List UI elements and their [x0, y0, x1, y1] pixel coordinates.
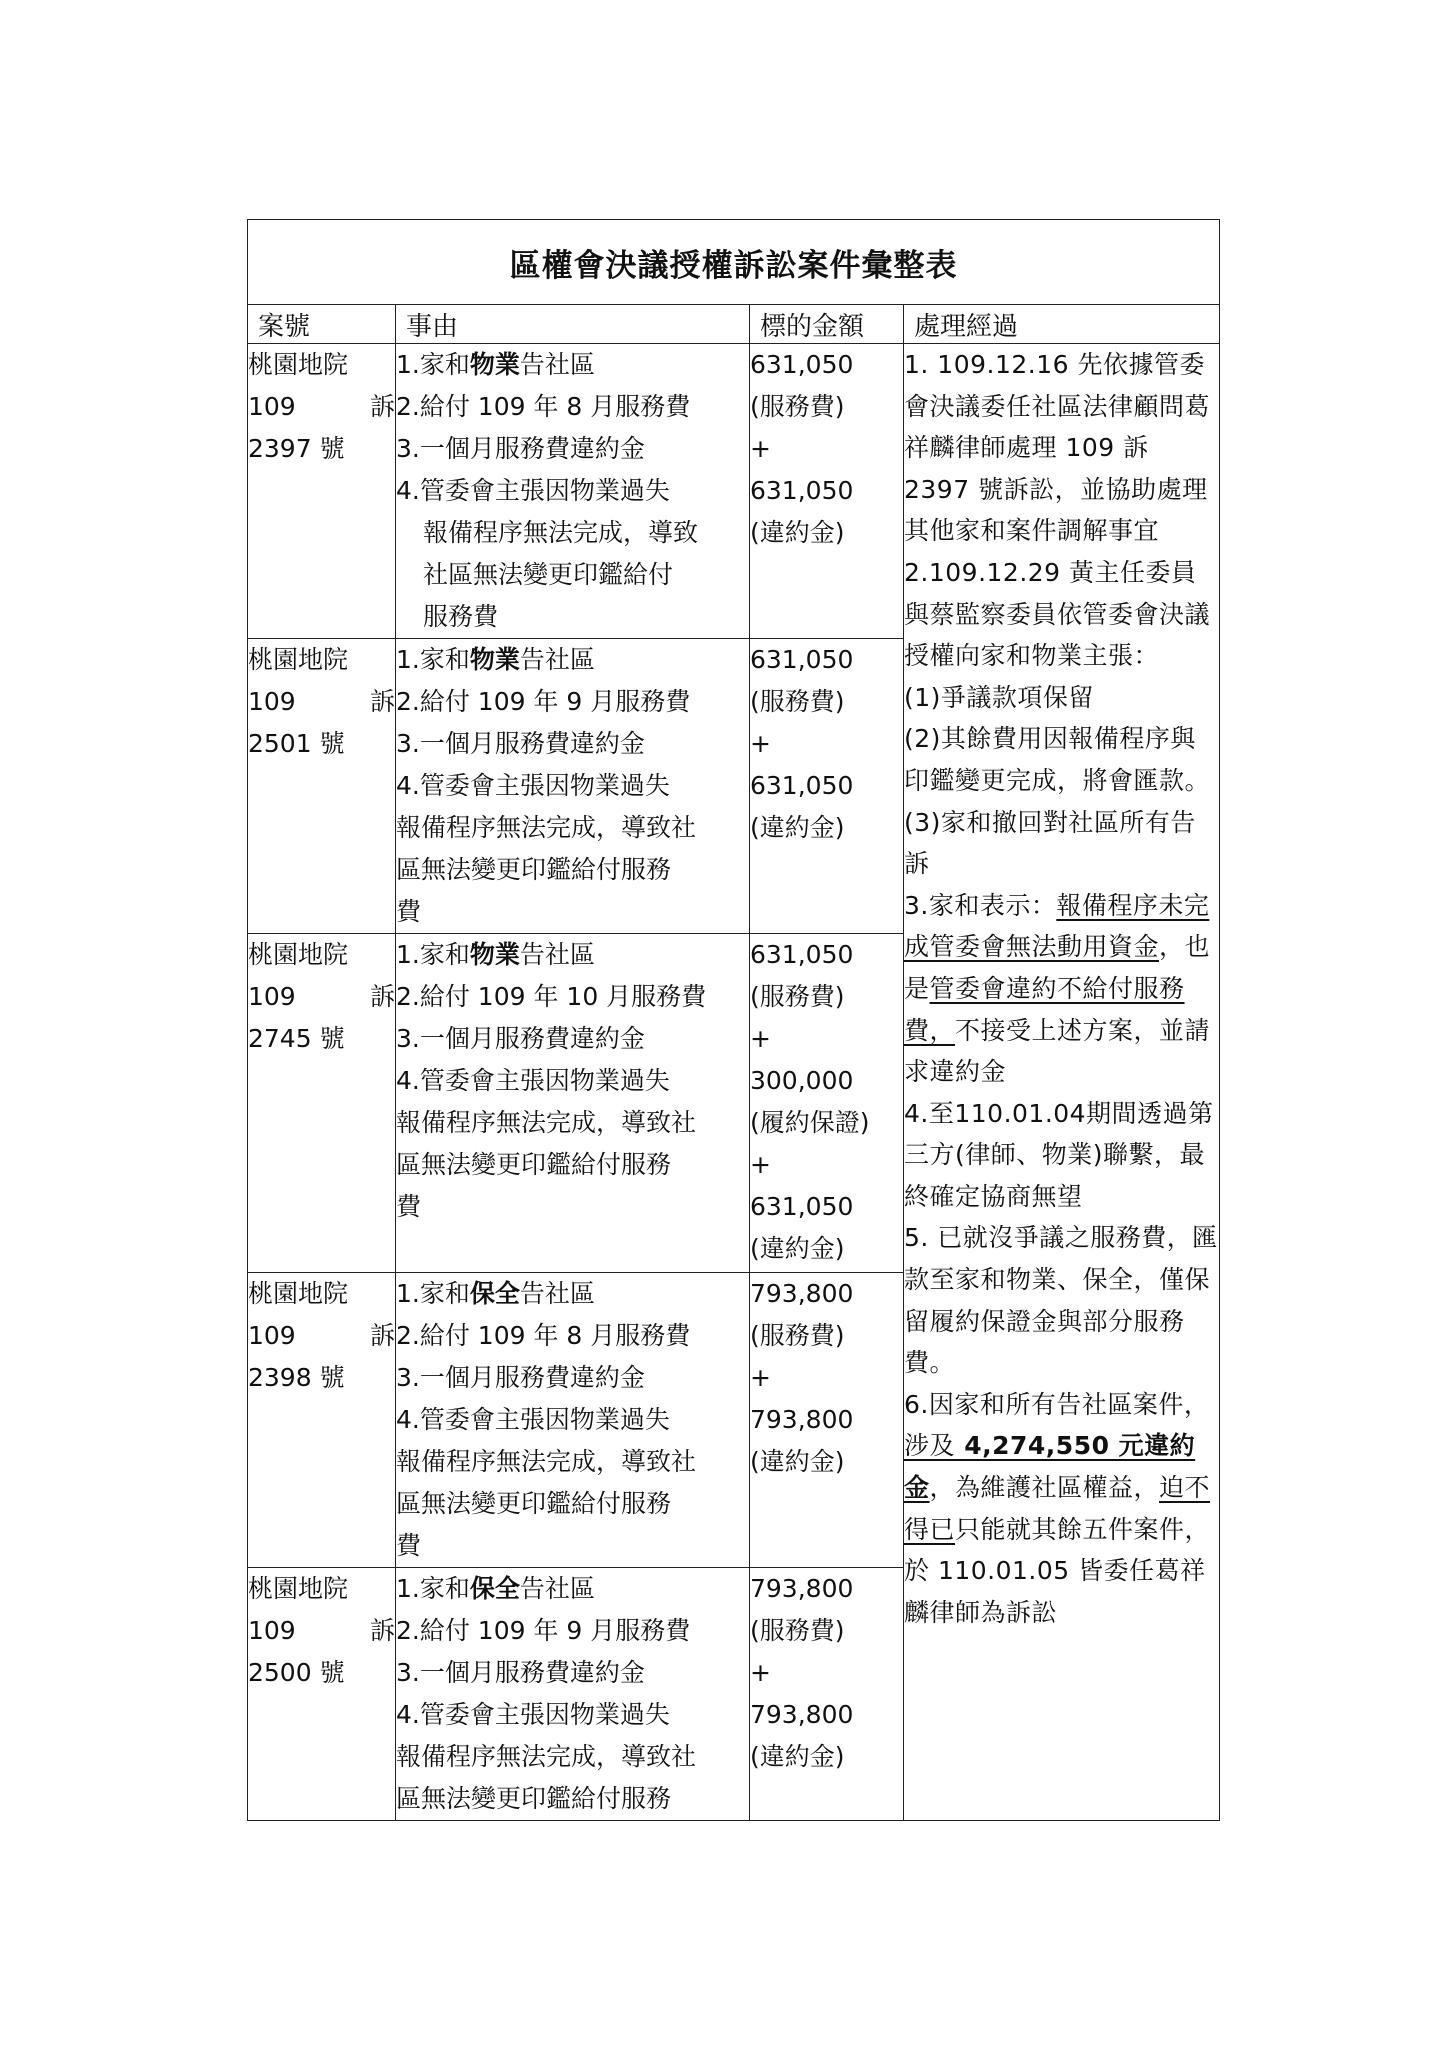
process-item-2a: (1)爭議款項保留	[904, 682, 1094, 712]
case-type: 訴	[369, 1616, 395, 1645]
amount-line: 793,800	[750, 1574, 854, 1603]
reason-line: 4.管委會主張因物業過失	[396, 476, 670, 505]
reason-line: 報備程序無法完成，導致社	[396, 813, 697, 842]
amount-cell	[750, 1568, 904, 1821]
case-number-cell	[248, 934, 396, 1273]
amount-cell	[750, 639, 904, 934]
court-name: 桃園地院	[248, 1279, 349, 1308]
amount-line: (服務費)	[750, 982, 845, 1011]
amount-line: 631,050	[750, 1192, 854, 1221]
process-cell	[904, 344, 1220, 1821]
process-item-1: 1. 109.12.16 先依據管委會決議委任社區法律顧問葛祥麟律師處理 109 訴 2397 號訴訟，並協助處理其他家和案件調解事宜	[904, 350, 1211, 546]
amount-cell	[750, 934, 904, 1273]
amount-line: (履約保證)	[750, 1108, 870, 1137]
case-num: 2500 號	[248, 1658, 345, 1687]
reason-line: 3.一個月服務費違約金	[396, 1363, 645, 1392]
reason-line: 2.給付 109 年 9 月服務費	[396, 1616, 691, 1645]
reason-line: 區無法變更印鑑給付服務	[396, 1489, 672, 1518]
amount-line: (違約金)	[750, 518, 845, 547]
amount-line: (違約金)	[750, 1447, 845, 1476]
amount-line: (違約金)	[750, 813, 845, 842]
case-year: 109	[248, 392, 296, 421]
case-type: 訴	[369, 982, 395, 1011]
case-type: 訴	[369, 687, 395, 716]
case-number-cell	[248, 1568, 396, 1821]
process-item-3: 3.家和表示：報備程序未完成管委會無法動用資金，也是管委會違約不給付服務費，不接受上述方案，並請求違約金	[904, 890, 1211, 1087]
reason-line: 3.一個月服務費違約金	[396, 1024, 645, 1053]
case-num: 2397 號	[248, 434, 345, 463]
amount-line: (違約金)	[750, 1234, 845, 1263]
reason-line: 區無法變更印鑑給付服務	[396, 1784, 672, 1813]
table-title: 區權會決議授權訴訟案件彙整表	[248, 220, 1220, 305]
amount-line: (服務費)	[750, 392, 845, 421]
case-number-cell	[248, 639, 396, 934]
reason-line: 4.管委會主張因物業過失	[396, 771, 670, 800]
amount-line: (服務費)	[750, 1616, 845, 1645]
amount-line: 631,050	[750, 645, 854, 674]
reason-line: 3.一個月服務費違約金	[396, 1658, 645, 1687]
reason-line: 報備程序無法完成，導致社	[396, 1742, 697, 1771]
reason-line: 費	[396, 1531, 422, 1560]
process-item-2b: (2)其餘費用因報備程序與印鑑變更完成，將會匯款。	[904, 724, 1211, 795]
court-name: 桃園地院	[248, 1574, 349, 1603]
amount-line: 631,050	[750, 350, 854, 379]
reason-line: 1.家和保全告社區	[396, 1574, 595, 1603]
reason-cell	[396, 639, 750, 934]
amount-line: +	[750, 434, 771, 463]
amount-line: 793,800	[750, 1405, 854, 1434]
reason-line: 4.管委會主張因物業過失	[396, 1405, 670, 1434]
reason-line: 1.家和物業告社區	[396, 940, 595, 969]
amount-line: 793,800	[750, 1700, 854, 1729]
reason-line: 1.家和保全告社區	[396, 1279, 595, 1308]
reason-line: 4.管委會主張因物業過失	[396, 1700, 670, 1729]
case-year: 109	[248, 1616, 296, 1645]
amount-line: +	[750, 1024, 771, 1053]
reason-line: 區無法變更印鑑給付服務	[396, 1150, 672, 1179]
case-number-cell	[248, 344, 396, 639]
amount-line: 631,050	[750, 476, 854, 505]
header-process: 處理經過	[904, 305, 1220, 344]
amount-line: +	[750, 1150, 771, 1179]
reason-cell	[396, 1273, 750, 1568]
case-num: 2398 號	[248, 1363, 345, 1392]
amount-line: +	[750, 1658, 771, 1687]
case-year: 109	[248, 1321, 296, 1350]
process-item-2c: (3)家和撤回對社區所有告訴	[904, 807, 1196, 879]
reason-line: 區無法變更印鑑給付服務	[396, 855, 672, 884]
reason-line: 1.家和物業告社區	[396, 350, 595, 379]
reason-line: 3.一個月服務費違約金	[396, 729, 645, 758]
reason-line: 費	[396, 897, 422, 926]
reason-line: 報備程序無法完成，導致社	[396, 1447, 697, 1476]
process-item-2: 2.109.12.29 黃主任委員與蔡監察委員依管委會決議授權向家和物業主張：	[904, 557, 1211, 671]
reason-line: 3.一個月服務費違約金	[396, 434, 645, 463]
process-item-5: 5. 已就沒爭議之服務費，匯款至家和物業、保全，僅保留履約保證金與部分服務費。	[904, 1223, 1218, 1378]
reason-line: 1.家和物業告社區	[396, 645, 595, 674]
process-item-6: 6.因家和所有告社區案件，涉及 4,274,550 元違約金，為維護社區權益，迫不得已只能就其餘五件案件，於 110.01.05 皆委任葛祥麟律師為訴訟	[904, 1389, 1211, 1627]
amount-line: +	[750, 729, 771, 758]
process-item-4: 4.至110.01.04期間透過第三方(律師、物業)聯繫，最終確定協商無望	[904, 1098, 1214, 1211]
amount-cell	[750, 1273, 904, 1568]
amount-line: 793,800	[750, 1279, 854, 1308]
court-name: 桃園地院	[248, 940, 349, 969]
amount-line: (違約金)	[750, 1742, 845, 1771]
reason-line: 2.給付 109 年 8 月服務費	[396, 392, 691, 421]
header-amount: 標的金額	[750, 305, 904, 344]
amount-cell	[750, 344, 904, 639]
case-number-cell	[248, 1273, 396, 1568]
header-reason: 事由	[396, 305, 750, 344]
amount-line: 631,050	[750, 771, 854, 800]
case-num: 2501 號	[248, 729, 345, 758]
court-name: 桃園地院	[248, 645, 349, 674]
header-case-no: 案號	[248, 305, 396, 344]
amount-line: (服務費)	[750, 687, 845, 716]
reason-cell	[396, 934, 750, 1273]
reason-line: 社區無法變更印鑑給付	[423, 560, 674, 589]
case-year: 109	[248, 982, 296, 1011]
reason-line: 2.給付 109 年 9 月服務費	[396, 687, 691, 716]
case-num: 2745 號	[248, 1024, 345, 1053]
reason-cell	[396, 344, 750, 639]
court-name: 桃園地院	[248, 350, 349, 379]
reason-line: 報備程序無法完成，導致社	[396, 1108, 697, 1137]
reason-line: 報備程序無法完成，導致	[423, 518, 699, 547]
table-row	[248, 344, 1220, 639]
amount-line: 300,000	[750, 1066, 854, 1095]
reason-line: 2.給付 109 年 10 月服務費	[396, 982, 707, 1011]
reason-cell	[396, 1568, 750, 1821]
reason-line: 費	[396, 1192, 422, 1221]
amount-line: (服務費)	[750, 1321, 845, 1350]
amount-line: 631,050	[750, 940, 854, 969]
reason-line: 4.管委會主張因物業過失	[396, 1066, 670, 1095]
header-row	[248, 305, 1220, 344]
case-type: 訴	[369, 392, 395, 421]
reason-line: 2.給付 109 年 8 月服務費	[396, 1321, 691, 1350]
amount-line: +	[750, 1363, 771, 1392]
case-year: 109	[248, 687, 296, 716]
case-summary-table	[247, 219, 1220, 1821]
reason-line: 服務費	[423, 602, 499, 631]
case-type: 訴	[369, 1321, 395, 1350]
